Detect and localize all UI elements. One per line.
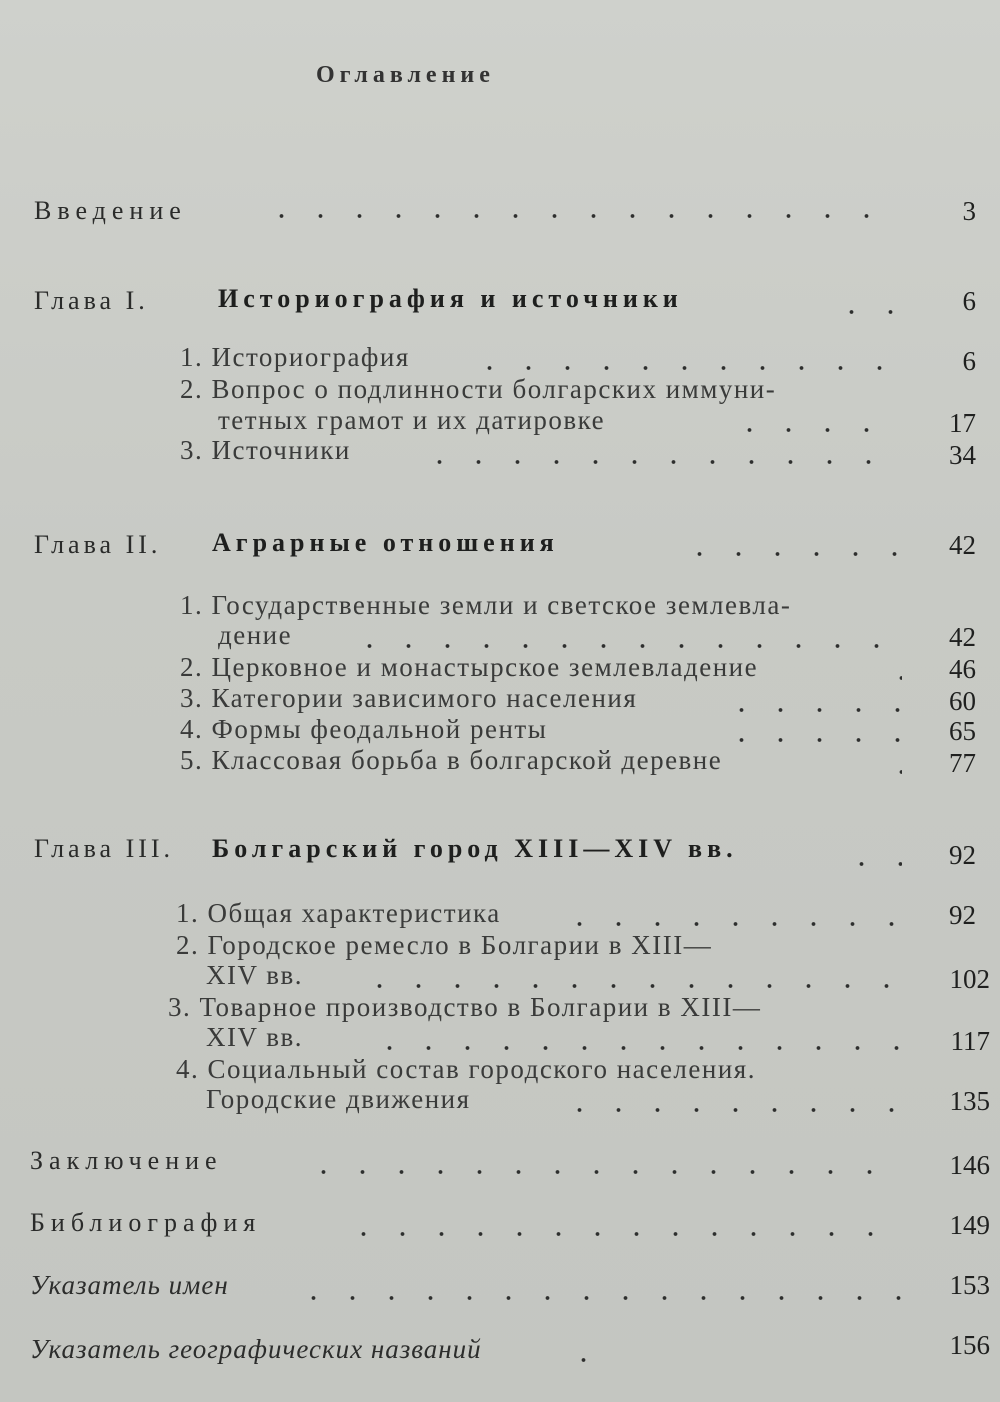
section-1-1-page: 6 [962, 346, 976, 376]
section-3-3-title-line2: XIV вв. [206, 1022, 303, 1052]
dot-leader [680, 552, 902, 556]
toc-entry-bibliography-page: 149 [949, 1210, 990, 1240]
section-2-1-page: 42 [949, 622, 976, 652]
dot-leader [722, 708, 902, 712]
section-2-2-title: 2. Церковное и монастырское землевладение [180, 652, 759, 682]
section-2-3-title: 3. Категории зависимого населения [180, 683, 638, 713]
toc-entry-name-index-page: 153 [949, 1270, 990, 1300]
chapter-1-prefix: Глава I. [34, 286, 149, 315]
dot-leader [360, 984, 902, 988]
section-2-2-page: 46 [949, 654, 976, 684]
dot-leader [560, 1108, 902, 1112]
dot-leader [344, 1232, 902, 1236]
section-3-1-page: 92 [949, 900, 976, 930]
section-3-2-title-line2: XIV вв. [206, 960, 303, 990]
section-1-2-title-line1: 2. Вопрос о подлинности болгарских иммуни- [180, 374, 777, 404]
chapter-3-page: 92 [949, 840, 976, 870]
section-1-1-title: 1. Историография [180, 342, 410, 372]
dot-leader [832, 310, 902, 314]
section-1-3-page: 34 [949, 440, 976, 470]
dot-leader [730, 428, 902, 432]
chapter-2-page: 42 [949, 530, 976, 560]
section-1-2-title-line2: тетных грамот и их датировке [218, 405, 606, 435]
section-1-2-page: 17 [949, 408, 976, 438]
section-2-5-title: 5. Классовая борьба в болгарской деревне [180, 745, 723, 775]
dot-leader [470, 366, 902, 370]
dot-leader [262, 214, 902, 218]
section-2-5-page: 77 [949, 748, 976, 778]
section-3-4-title-line1: 4. Социальный состав городского населения. [176, 1054, 756, 1084]
section-3-3-title-line1: 3. Товарное производство в Болгарии в XIII— [168, 992, 762, 1022]
toc-entry-geo-index-label: Указатель географических названий [30, 1334, 482, 1364]
section-3-4-title-line2: Городские движения [206, 1084, 471, 1114]
toc-entry-conclusion-label: Заключение [30, 1146, 223, 1175]
chapter-3-prefix: Глава III. [34, 834, 175, 863]
section-2-3-page: 60 [949, 686, 976, 716]
section-2-1-title-line2: дение [218, 620, 293, 650]
section-2-1-title-line1: 1. Государственные земли и светское землевла- [180, 590, 792, 620]
toc-entry-conclusion-page: 146 [949, 1150, 990, 1180]
toc-entry-intro-label: Введение [34, 196, 187, 225]
toc-entry-name-index-label: Указатель имен [30, 1270, 229, 1300]
section-3-2-page: 102 [949, 964, 990, 994]
dot-leader [350, 644, 902, 648]
dot-leader [294, 1296, 902, 1300]
section-3-4-page: 135 [949, 1086, 990, 1116]
chapter-2-prefix: Глава II. [34, 530, 162, 559]
dot-leader [560, 922, 902, 926]
section-3-1-title: 1. Общая характеристика [176, 898, 501, 928]
section-1-3-title: 3. Источники [180, 435, 351, 465]
section-2-4-page: 65 [949, 716, 976, 746]
section-3-2-title-line1: 2. Городское ремесло в Болгарии в XIII— [176, 930, 713, 960]
section-2-4-title: 4. Формы феодальной ренты [180, 714, 548, 744]
dot-leader [842, 862, 902, 866]
chapter-3-title: Болгарский город XIII—XIV вв. [212, 834, 738, 863]
chapter-1-title: Историография и источники [218, 284, 683, 313]
chapter-2-title: Аграрные отношения [212, 528, 559, 557]
dot-leader [420, 460, 902, 464]
toc-entry-geo-index-page: 156 [949, 1330, 990, 1360]
dot-leader [304, 1170, 902, 1174]
dot-leader [882, 676, 902, 680]
dot-leader [882, 770, 902, 774]
section-3-3-page: 117 [950, 1026, 990, 1056]
dot-leader [722, 738, 902, 742]
chapter-1-page: 6 [962, 286, 976, 316]
toc-entry-bibliography-label: Библиография [30, 1208, 262, 1237]
page-title: Оглавление [316, 62, 495, 88]
toc-entry-intro-page: 3 [962, 196, 976, 226]
dot-leader [564, 1358, 594, 1362]
dot-leader [370, 1046, 902, 1050]
